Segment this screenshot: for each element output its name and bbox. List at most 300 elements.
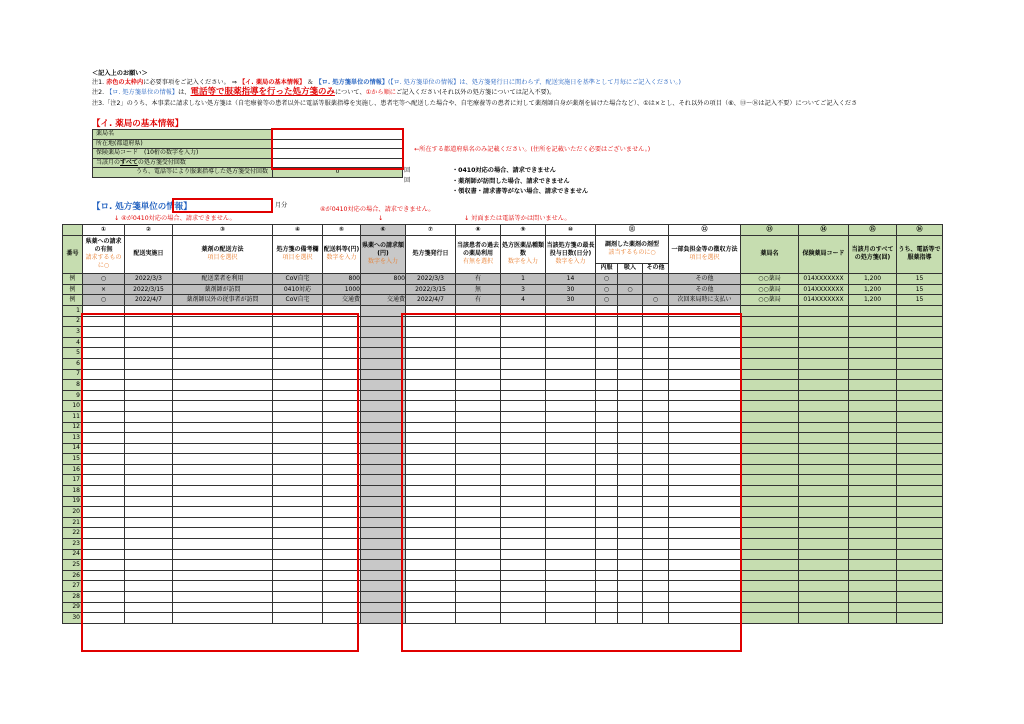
- table-cell[interactable]: [456, 539, 501, 550]
- table-cell[interactable]: [125, 475, 173, 486]
- table-cell[interactable]: [125, 528, 173, 539]
- table-cell[interactable]: [669, 316, 741, 327]
- table-cell[interactable]: [596, 613, 618, 624]
- table-cell[interactable]: [456, 517, 501, 528]
- table-cell[interactable]: [618, 507, 643, 518]
- table-cell[interactable]: [643, 433, 669, 444]
- table-cell[interactable]: [546, 581, 596, 592]
- table-cell[interactable]: [83, 581, 125, 592]
- table-cell[interactable]: [546, 454, 596, 465]
- table-cell[interactable]: [669, 602, 741, 613]
- table-cell[interactable]: [173, 443, 273, 454]
- table-cell[interactable]: [596, 496, 618, 507]
- table-cell[interactable]: [456, 507, 501, 518]
- table-cell[interactable]: [273, 369, 323, 380]
- table-cell[interactable]: [596, 305, 618, 316]
- table-cell[interactable]: [173, 602, 273, 613]
- table-cell[interactable]: [501, 549, 546, 560]
- table-cell[interactable]: [83, 401, 125, 412]
- table-cell[interactable]: [546, 549, 596, 560]
- table-cell[interactable]: [406, 401, 456, 412]
- table-cell[interactable]: [618, 327, 643, 338]
- table-cell[interactable]: [83, 486, 125, 497]
- table-cell[interactable]: [273, 454, 323, 465]
- table-cell[interactable]: [596, 316, 618, 327]
- table-cell[interactable]: [596, 358, 618, 369]
- table-cell[interactable]: [323, 613, 361, 624]
- table-cell[interactable]: [406, 380, 456, 391]
- table-cell[interactable]: [406, 507, 456, 518]
- table-cell[interactable]: [406, 433, 456, 444]
- table-cell[interactable]: [125, 390, 173, 401]
- table-cell[interactable]: [669, 475, 741, 486]
- table-cell[interactable]: [456, 380, 501, 391]
- table-cell[interactable]: [501, 496, 546, 507]
- table-cell[interactable]: [643, 486, 669, 497]
- table-cell[interactable]: [596, 549, 618, 560]
- table-cell[interactable]: [406, 475, 456, 486]
- table-cell[interactable]: [669, 517, 741, 528]
- table-cell[interactable]: [618, 443, 643, 454]
- table-cell[interactable]: [273, 592, 323, 603]
- table-cell[interactable]: [456, 327, 501, 338]
- table-cell[interactable]: [456, 369, 501, 380]
- table-cell[interactable]: [273, 401, 323, 412]
- table-cell[interactable]: [173, 316, 273, 327]
- table-cell[interactable]: [125, 327, 173, 338]
- table-cell[interactable]: [643, 337, 669, 348]
- table-cell[interactable]: [596, 390, 618, 401]
- table-cell[interactable]: [669, 337, 741, 348]
- table-cell[interactable]: [546, 358, 596, 369]
- table-cell[interactable]: [596, 411, 618, 422]
- table-cell[interactable]: [173, 358, 273, 369]
- table-cell[interactable]: [125, 305, 173, 316]
- table-cell[interactable]: [643, 475, 669, 486]
- table-cell[interactable]: [456, 581, 501, 592]
- table-cell[interactable]: [173, 475, 273, 486]
- table-cell[interactable]: [546, 401, 596, 412]
- table-cell[interactable]: [546, 337, 596, 348]
- table-cell[interactable]: [83, 454, 125, 465]
- table-cell[interactable]: [173, 560, 273, 571]
- table-cell[interactable]: [173, 369, 273, 380]
- table-cell[interactable]: [456, 433, 501, 444]
- table-cell[interactable]: [125, 433, 173, 444]
- table-cell[interactable]: [173, 517, 273, 528]
- table-cell[interactable]: [456, 592, 501, 603]
- table-cell[interactable]: [669, 464, 741, 475]
- table-cell[interactable]: [83, 549, 125, 560]
- table-cell[interactable]: [669, 348, 741, 359]
- table-cell[interactable]: [323, 443, 361, 454]
- table-cell[interactable]: [669, 422, 741, 433]
- table-cell[interactable]: [323, 581, 361, 592]
- table-cell[interactable]: [173, 592, 273, 603]
- table-cell[interactable]: [323, 496, 361, 507]
- table-cell[interactable]: [83, 305, 125, 316]
- table-cell[interactable]: [406, 422, 456, 433]
- table-cell[interactable]: [273, 560, 323, 571]
- table-cell[interactable]: [501, 560, 546, 571]
- table-cell[interactable]: [273, 528, 323, 539]
- table-cell[interactable]: [669, 411, 741, 422]
- table-cell[interactable]: [501, 305, 546, 316]
- table-cell[interactable]: [83, 443, 125, 454]
- table-cell[interactable]: [273, 517, 323, 528]
- table-cell[interactable]: [456, 454, 501, 465]
- table-cell[interactable]: [618, 486, 643, 497]
- table-cell[interactable]: [669, 549, 741, 560]
- table-cell[interactable]: [643, 411, 669, 422]
- prefecture-input[interactable]: [273, 139, 403, 149]
- table-cell[interactable]: [501, 380, 546, 391]
- table-cell[interactable]: [618, 602, 643, 613]
- table-cell[interactable]: [546, 613, 596, 624]
- table-cell[interactable]: [83, 560, 125, 571]
- table-cell[interactable]: [456, 613, 501, 624]
- table-cell[interactable]: [596, 422, 618, 433]
- table-cell[interactable]: [323, 570, 361, 581]
- table-cell[interactable]: [406, 454, 456, 465]
- table-cell[interactable]: [273, 581, 323, 592]
- table-cell[interactable]: [323, 602, 361, 613]
- table-cell[interactable]: [323, 528, 361, 539]
- table-cell[interactable]: [125, 602, 173, 613]
- table-cell[interactable]: [406, 549, 456, 560]
- table-cell[interactable]: [406, 358, 456, 369]
- table-cell[interactable]: [83, 390, 125, 401]
- table-cell[interactable]: [643, 602, 669, 613]
- table-cell[interactable]: [618, 528, 643, 539]
- table-cell[interactable]: [546, 486, 596, 497]
- table-cell[interactable]: [406, 496, 456, 507]
- table-cell[interactable]: [596, 337, 618, 348]
- table-cell[interactable]: [456, 560, 501, 571]
- table-cell[interactable]: [643, 401, 669, 412]
- table-cell[interactable]: [173, 433, 273, 444]
- table-cell[interactable]: [406, 369, 456, 380]
- table-cell[interactable]: [406, 613, 456, 624]
- table-cell[interactable]: [643, 507, 669, 518]
- table-cell[interactable]: [596, 581, 618, 592]
- table-cell[interactable]: [323, 454, 361, 465]
- table-cell[interactable]: [456, 570, 501, 581]
- table-cell[interactable]: [406, 528, 456, 539]
- table-cell[interactable]: [501, 592, 546, 603]
- table-cell[interactable]: [643, 380, 669, 391]
- table-cell[interactable]: [323, 305, 361, 316]
- table-cell[interactable]: [323, 411, 361, 422]
- table-cell[interactable]: [125, 560, 173, 571]
- table-cell[interactable]: [546, 327, 596, 338]
- table-cell[interactable]: [546, 369, 596, 380]
- table-cell[interactable]: [406, 411, 456, 422]
- table-cell[interactable]: [596, 475, 618, 486]
- table-cell[interactable]: [173, 337, 273, 348]
- table-cell[interactable]: [546, 464, 596, 475]
- table-cell[interactable]: [323, 560, 361, 571]
- table-cell[interactable]: [618, 348, 643, 359]
- table-cell[interactable]: [323, 369, 361, 380]
- table-cell[interactable]: [669, 443, 741, 454]
- table-cell[interactable]: [501, 390, 546, 401]
- table-cell[interactable]: [323, 327, 361, 338]
- table-cell[interactable]: [173, 464, 273, 475]
- table-cell[interactable]: [456, 337, 501, 348]
- table-cell[interactable]: [618, 517, 643, 528]
- table-cell[interactable]: [618, 433, 643, 444]
- table-cell[interactable]: [173, 327, 273, 338]
- table-cell[interactable]: [546, 560, 596, 571]
- table-cell[interactable]: [618, 549, 643, 560]
- table-cell[interactable]: [406, 390, 456, 401]
- table-cell[interactable]: [501, 475, 546, 486]
- table-cell[interactable]: [618, 380, 643, 391]
- table-cell[interactable]: [643, 539, 669, 550]
- table-cell[interactable]: [456, 348, 501, 359]
- table-cell[interactable]: [669, 496, 741, 507]
- table-cell[interactable]: [83, 613, 125, 624]
- table-cell[interactable]: [596, 327, 618, 338]
- table-cell[interactable]: [273, 327, 323, 338]
- table-cell[interactable]: [501, 464, 546, 475]
- table-cell[interactable]: [83, 348, 125, 359]
- table-cell[interactable]: [273, 570, 323, 581]
- table-cell[interactable]: [643, 613, 669, 624]
- table-cell[interactable]: [83, 369, 125, 380]
- table-cell[interactable]: [669, 570, 741, 581]
- table-cell[interactable]: [173, 380, 273, 391]
- table-cell[interactable]: [618, 454, 643, 465]
- table-cell[interactable]: [83, 570, 125, 581]
- table-cell[interactable]: [669, 380, 741, 391]
- table-cell[interactable]: [643, 305, 669, 316]
- table-cell[interactable]: [125, 517, 173, 528]
- table-cell[interactable]: [618, 464, 643, 475]
- table-cell[interactable]: [83, 316, 125, 327]
- table-cell[interactable]: [501, 539, 546, 550]
- table-cell[interactable]: [643, 528, 669, 539]
- table-cell[interactable]: [546, 475, 596, 486]
- table-cell[interactable]: [618, 475, 643, 486]
- table-cell[interactable]: [173, 570, 273, 581]
- table-cell[interactable]: [618, 316, 643, 327]
- table-cell[interactable]: [173, 613, 273, 624]
- table-cell[interactable]: [125, 316, 173, 327]
- table-cell[interactable]: [323, 592, 361, 603]
- table-cell[interactable]: [456, 316, 501, 327]
- table-cell[interactable]: [273, 390, 323, 401]
- table-cell[interactable]: [501, 327, 546, 338]
- table-cell[interactable]: [669, 581, 741, 592]
- table-cell[interactable]: [273, 613, 323, 624]
- table-cell[interactable]: [273, 549, 323, 560]
- table-cell[interactable]: [125, 613, 173, 624]
- table-cell[interactable]: [546, 443, 596, 454]
- table-cell[interactable]: [273, 496, 323, 507]
- table-cell[interactable]: [83, 602, 125, 613]
- table-cell[interactable]: [273, 422, 323, 433]
- table-cell[interactable]: [173, 539, 273, 550]
- table-cell[interactable]: [643, 443, 669, 454]
- table-cell[interactable]: [125, 411, 173, 422]
- table-cell[interactable]: [323, 433, 361, 444]
- table-cell[interactable]: [546, 507, 596, 518]
- table-cell[interactable]: [546, 496, 596, 507]
- table-cell[interactable]: [125, 401, 173, 412]
- table-cell[interactable]: [125, 592, 173, 603]
- table-cell[interactable]: [83, 358, 125, 369]
- table-cell[interactable]: [618, 422, 643, 433]
- table-cell[interactable]: [501, 411, 546, 422]
- table-cell[interactable]: [173, 454, 273, 465]
- table-cell[interactable]: [501, 348, 546, 359]
- table-cell[interactable]: [83, 517, 125, 528]
- table-cell[interactable]: [456, 549, 501, 560]
- table-cell[interactable]: [596, 454, 618, 465]
- table-cell[interactable]: [173, 549, 273, 560]
- table-cell[interactable]: [546, 433, 596, 444]
- table-cell[interactable]: [83, 464, 125, 475]
- table-cell[interactable]: [669, 454, 741, 465]
- table-cell[interactable]: [669, 486, 741, 497]
- table-cell[interactable]: [501, 517, 546, 528]
- table-cell[interactable]: [596, 486, 618, 497]
- table-cell[interactable]: [323, 390, 361, 401]
- table-cell[interactable]: [501, 358, 546, 369]
- table-cell[interactable]: [173, 305, 273, 316]
- table-cell[interactable]: [406, 602, 456, 613]
- table-cell[interactable]: [643, 348, 669, 359]
- table-cell[interactable]: [125, 369, 173, 380]
- table-cell[interactable]: [618, 539, 643, 550]
- table-cell[interactable]: [323, 507, 361, 518]
- table-cell[interactable]: [406, 560, 456, 571]
- table-cell[interactable]: [669, 358, 741, 369]
- table-cell[interactable]: [323, 549, 361, 560]
- table-cell[interactable]: [83, 337, 125, 348]
- table-cell[interactable]: [546, 305, 596, 316]
- table-cell[interactable]: [596, 560, 618, 571]
- table-cell[interactable]: [273, 486, 323, 497]
- table-cell[interactable]: [546, 602, 596, 613]
- table-cell[interactable]: [406, 464, 456, 475]
- table-cell[interactable]: [125, 539, 173, 550]
- table-cell[interactable]: [323, 517, 361, 528]
- table-cell[interactable]: [83, 592, 125, 603]
- table-cell[interactable]: [406, 570, 456, 581]
- table-cell[interactable]: [406, 486, 456, 497]
- table-cell[interactable]: [596, 401, 618, 412]
- table-cell[interactable]: [125, 358, 173, 369]
- table-cell[interactable]: [596, 570, 618, 581]
- table-cell[interactable]: [501, 528, 546, 539]
- table-cell[interactable]: [406, 517, 456, 528]
- table-cell[interactable]: [643, 358, 669, 369]
- table-cell[interactable]: [273, 464, 323, 475]
- table-cell[interactable]: [643, 316, 669, 327]
- table-cell[interactable]: [643, 496, 669, 507]
- table-cell[interactable]: [501, 602, 546, 613]
- table-cell[interactable]: [596, 539, 618, 550]
- table-cell[interactable]: [669, 560, 741, 571]
- table-cell[interactable]: [406, 337, 456, 348]
- table-cell[interactable]: [669, 369, 741, 380]
- table-cell[interactable]: [173, 390, 273, 401]
- table-cell[interactable]: [501, 369, 546, 380]
- table-cell[interactable]: [125, 486, 173, 497]
- table-cell[interactable]: [596, 348, 618, 359]
- table-cell[interactable]: [83, 380, 125, 391]
- table-cell[interactable]: [546, 528, 596, 539]
- table-cell[interactable]: [125, 581, 173, 592]
- table-cell[interactable]: [643, 560, 669, 571]
- table-cell[interactable]: [456, 602, 501, 613]
- table-cell[interactable]: [323, 401, 361, 412]
- table-cell[interactable]: [643, 592, 669, 603]
- table-cell[interactable]: [618, 401, 643, 412]
- table-cell[interactable]: [669, 507, 741, 518]
- table-cell[interactable]: [323, 539, 361, 550]
- table-cell[interactable]: [173, 486, 273, 497]
- table-cell[interactable]: [456, 486, 501, 497]
- table-cell[interactable]: [83, 539, 125, 550]
- table-cell[interactable]: [618, 305, 643, 316]
- table-cell[interactable]: [173, 401, 273, 412]
- table-cell[interactable]: [596, 380, 618, 391]
- table-cell[interactable]: [546, 422, 596, 433]
- table-cell[interactable]: [546, 570, 596, 581]
- table-cell[interactable]: [173, 348, 273, 359]
- table-cell[interactable]: [173, 411, 273, 422]
- table-cell[interactable]: [669, 539, 741, 550]
- table-cell[interactable]: [273, 348, 323, 359]
- table-cell[interactable]: [546, 592, 596, 603]
- table-cell[interactable]: [323, 337, 361, 348]
- table-cell[interactable]: [618, 390, 643, 401]
- table-cell[interactable]: [456, 496, 501, 507]
- table-cell[interactable]: [669, 528, 741, 539]
- table-cell[interactable]: [125, 496, 173, 507]
- table-cell[interactable]: [669, 433, 741, 444]
- table-cell[interactable]: [501, 507, 546, 518]
- table-cell[interactable]: [596, 464, 618, 475]
- table-cell[interactable]: [83, 507, 125, 518]
- table-cell[interactable]: [456, 401, 501, 412]
- table-cell[interactable]: [406, 539, 456, 550]
- table-cell[interactable]: [501, 337, 546, 348]
- table-cell[interactable]: [596, 528, 618, 539]
- table-cell[interactable]: [501, 454, 546, 465]
- table-cell[interactable]: [273, 507, 323, 518]
- table-cell[interactable]: [273, 433, 323, 444]
- table-cell[interactable]: [618, 570, 643, 581]
- table-cell[interactable]: [456, 390, 501, 401]
- table-cell[interactable]: [273, 358, 323, 369]
- table-cell[interactable]: [596, 433, 618, 444]
- table-cell[interactable]: [456, 443, 501, 454]
- table-cell[interactable]: [546, 316, 596, 327]
- table-cell[interactable]: [406, 305, 456, 316]
- table-cell[interactable]: [273, 337, 323, 348]
- table-cell[interactable]: [618, 369, 643, 380]
- table-cell[interactable]: [323, 348, 361, 359]
- table-cell[interactable]: [125, 348, 173, 359]
- table-cell[interactable]: [669, 327, 741, 338]
- table-cell[interactable]: [669, 305, 741, 316]
- table-cell[interactable]: [83, 411, 125, 422]
